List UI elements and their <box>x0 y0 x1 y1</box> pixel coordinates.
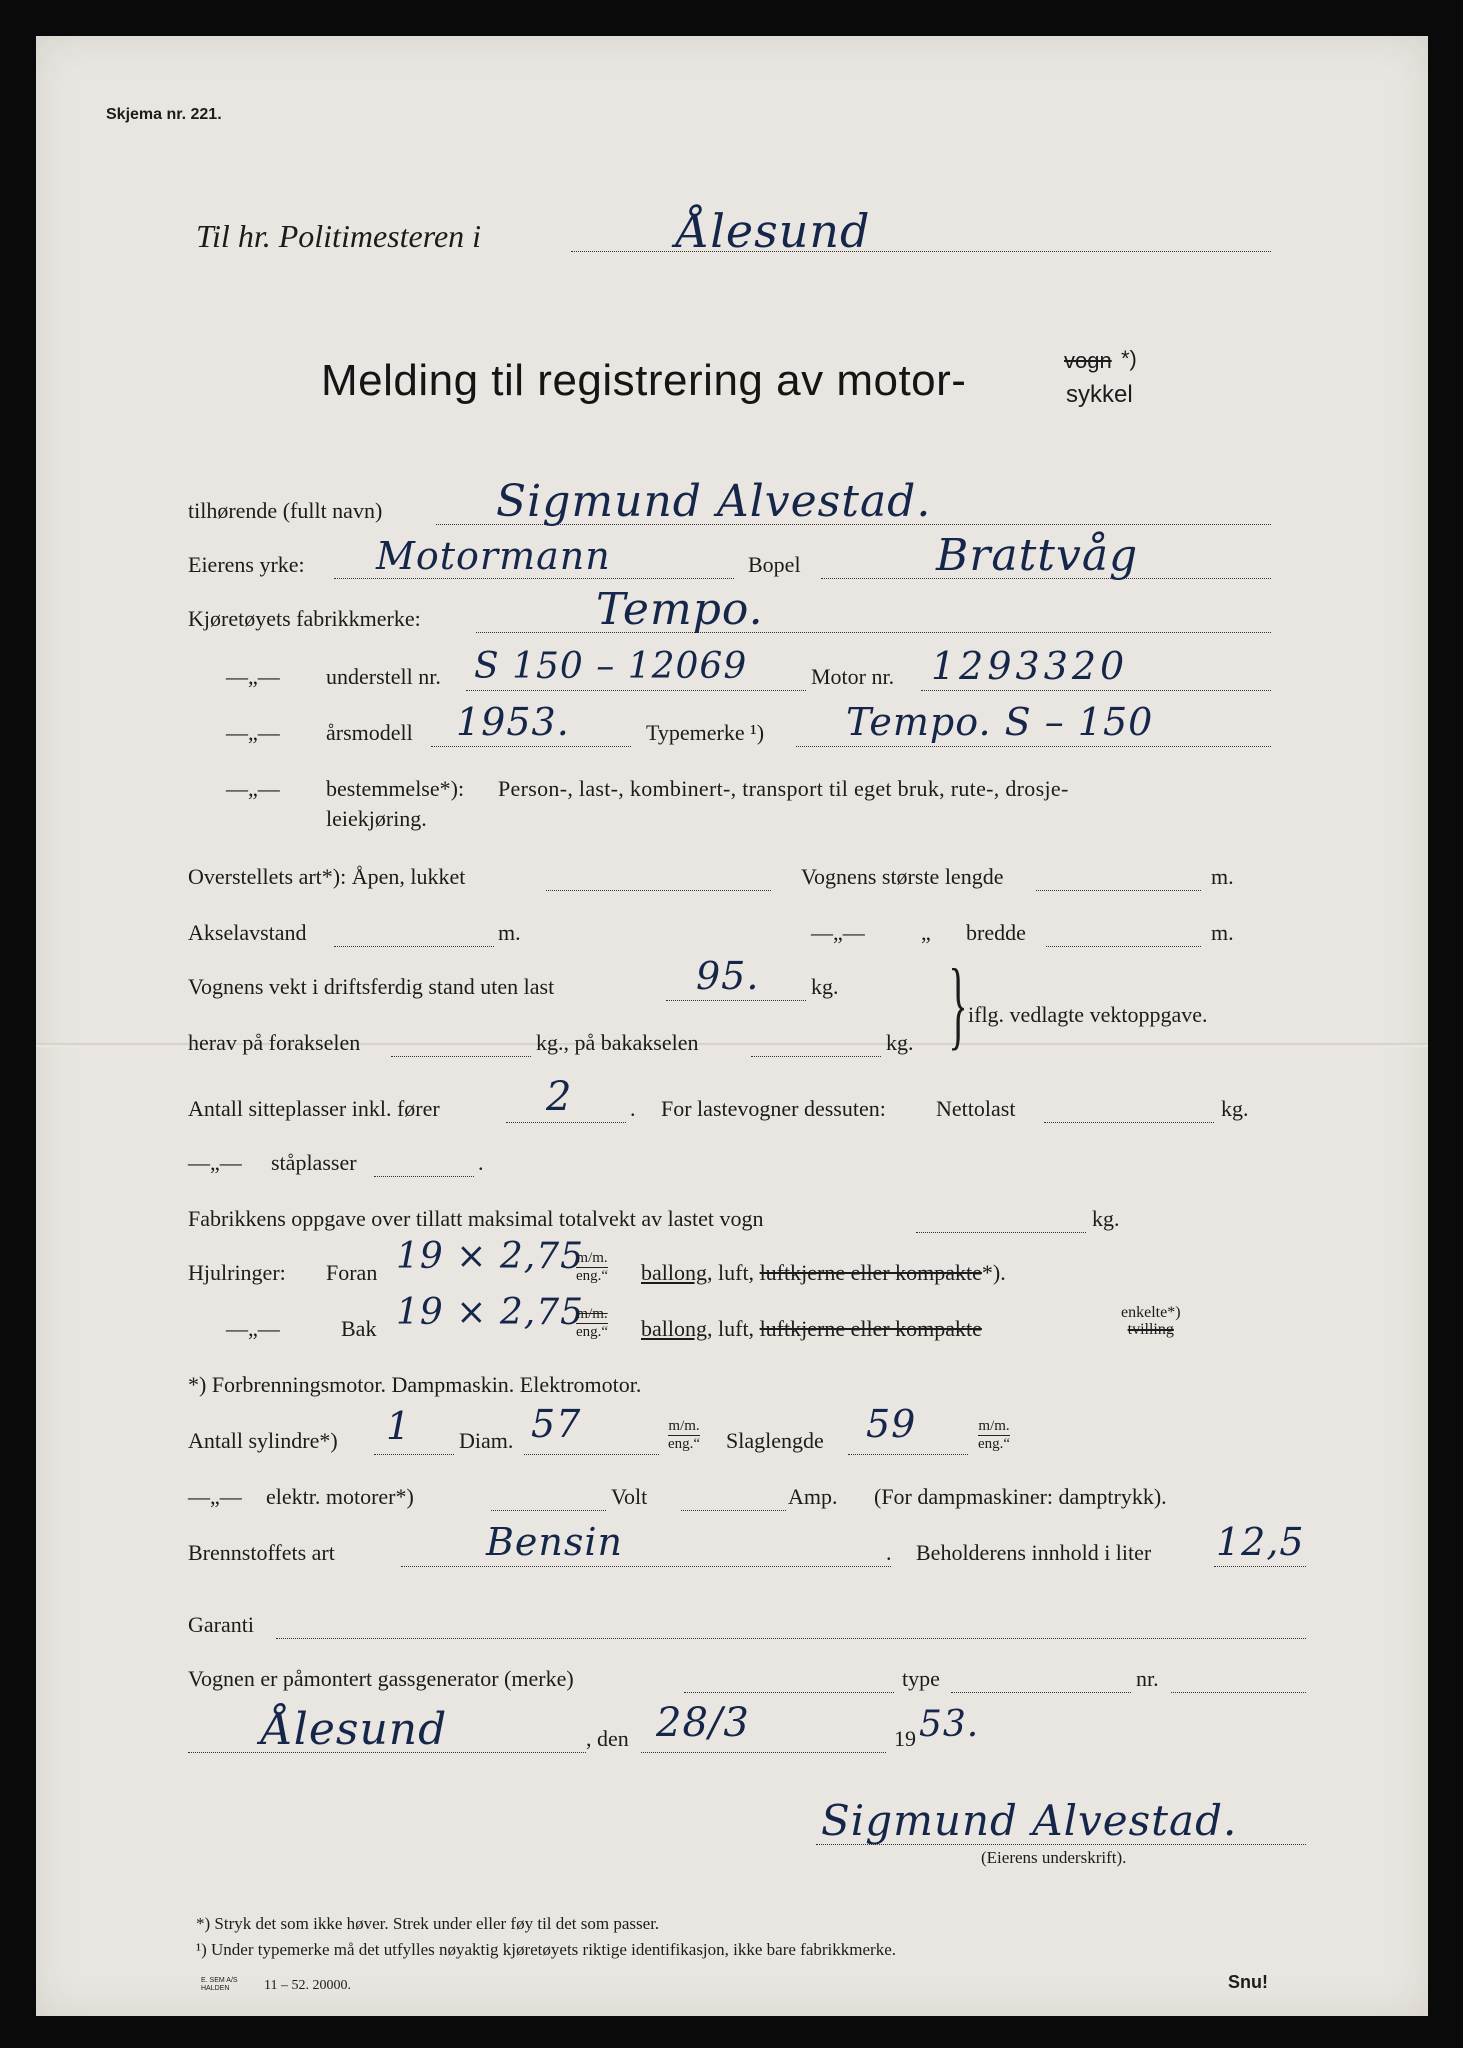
tires-front-types <box>641 1260 1006 1286</box>
stroke-label: Slaglengde <box>726 1428 824 1453</box>
freight-label: For lastevogner dessuten: <box>661 1096 886 1121</box>
occupation-label: Eierens yrke: <box>188 552 305 577</box>
guarantee-line <box>276 1638 1306 1639</box>
seats-line <box>506 1122 626 1123</box>
tank-value: 12,5 <box>1216 1520 1305 1564</box>
tires-rear-unit: m/m. eng.“ <box>576 1306 609 1340</box>
tank-line <box>1214 1566 1306 1567</box>
weight-line <box>666 1000 806 1001</box>
ditto-mark: —„— <box>226 664 280 689</box>
length-label: Vognens største lengde <box>801 864 1004 889</box>
weight-value: 95. <box>696 954 760 998</box>
tires-rear-label: Bak <box>341 1316 377 1341</box>
gas-nr-line <box>1171 1692 1306 1693</box>
fuel-label: Brennstoffets art <box>188 1540 335 1565</box>
date-value: 28/3 <box>656 1700 750 1746</box>
title-option-sykkel: sykkel <box>1066 381 1133 408</box>
recipient-value: Ålesund <box>676 204 871 258</box>
tire-single-twin: enkelte*) tvilling <box>1121 1304 1181 1338</box>
stroke-line <box>848 1454 968 1455</box>
tires-front-label: Foran <box>326 1260 378 1285</box>
purpose-text: Person-, last-, kombinert-, transport til eget bruk, rute-, drosje- <box>498 776 1069 801</box>
body-type-line <box>546 890 771 891</box>
net-load-label: Nettolast <box>936 1096 1016 1121</box>
motor-number-value: 1293320 <box>931 644 1129 688</box>
period: . <box>886 1540 892 1565</box>
motor-number-line <box>921 690 1271 691</box>
net-load-line <box>1044 1122 1214 1123</box>
front-axle-label: herav på forakselen <box>188 1030 361 1055</box>
tire-balloon: ballong <box>641 1316 707 1341</box>
occupation-line <box>334 578 734 579</box>
occupation-value: Motormann <box>376 534 611 578</box>
chassis-label: understell nr. <box>326 664 441 689</box>
owner-value: Sigmund Alvestad. <box>496 476 932 527</box>
weight-unit: kg. <box>811 974 839 999</box>
period: . <box>478 1150 484 1175</box>
residence-label: Bopel <box>748 552 801 577</box>
ditto-mark: —„— <box>811 920 865 945</box>
tire-star: *). <box>981 1260 1006 1285</box>
chassis-value: S 150 – 12069 <box>474 646 748 687</box>
cylinders-line <box>374 1454 454 1455</box>
length-unit: m. <box>1211 864 1234 889</box>
printer-mark: E. SEM A/S HALDEN <box>201 1977 238 1992</box>
standing-line <box>374 1176 474 1177</box>
tank-label: Beholderens innhold i liter <box>916 1540 1152 1565</box>
motor-number-label: Motor nr. <box>811 664 895 689</box>
owner-label: tilhørende (fullt navn) <box>188 498 383 523</box>
guarantee-label: Garanti <box>188 1612 254 1637</box>
ditto-mark: —„— <box>226 720 280 745</box>
footnote-2: ¹) Under typemerke må det utfylles nøyaktig kjøretøyets riktige identifikasjon, ikke bare fabrikkmerke. <box>196 1940 896 1959</box>
owner-signature: Sigmund Alvestad. <box>821 1796 1238 1845</box>
length-line <box>1036 890 1201 891</box>
tire-balloon: ballong <box>641 1260 707 1285</box>
make-label: Kjøretøyets fabrikkmerke: <box>188 606 421 631</box>
ditto-mark: —„— <box>226 1316 280 1341</box>
diameter-label: Diam. <box>459 1428 514 1453</box>
stroke-value: 59 <box>866 1402 917 1446</box>
date-line <box>641 1752 886 1753</box>
tires-rear-types <box>641 1316 982 1342</box>
weight-brace: } <box>948 948 968 1059</box>
type-value: Tempo. S – 150 <box>846 700 1154 744</box>
recipient-label: Til hr. Politimesteren i <box>196 218 482 254</box>
width-line <box>1046 946 1201 947</box>
tire-struck: luftkjerne eller kompakte <box>759 1316 982 1341</box>
purpose-label: bestemmelse*): <box>326 776 465 801</box>
volt-label: Volt <box>611 1484 648 1509</box>
wheelbase-label: Akselavstand <box>188 920 307 945</box>
form-title: Melding til registrering av motor- <box>321 356 967 405</box>
year-value: 53. <box>919 1704 980 1745</box>
ditto-quote: „ <box>921 920 931 945</box>
width-unit: m. <box>1211 920 1234 945</box>
weight-note: iflg. vedlagte vektoppgave. <box>968 1002 1208 1027</box>
date-den-label: , den <box>586 1726 629 1751</box>
model-year-line <box>431 746 631 747</box>
turn-over-note: Snu! <box>1228 1972 1268 1992</box>
ditto-mark: —„— <box>188 1484 242 1509</box>
gas-type-line <box>951 1692 1131 1693</box>
net-load-unit: kg. <box>1221 1096 1249 1121</box>
wheelbase-line <box>334 946 494 947</box>
model-year-label: årsmodell <box>326 720 413 745</box>
residence-value: Brattvåg <box>936 530 1139 581</box>
gas-nr-label: nr. <box>1136 1666 1159 1691</box>
tire-air: , luft, <box>707 1260 755 1285</box>
make-value: Tempo. <box>596 584 764 635</box>
amp-line <box>681 1510 786 1511</box>
rear-axle-unit: kg. <box>886 1030 914 1055</box>
cylinders-label: Antall sylindre*) <box>188 1428 338 1453</box>
electric-label: elektr. motorer*) <box>266 1484 414 1509</box>
fuel-value: Bensin <box>486 1520 624 1564</box>
gas-generator-line <box>684 1692 894 1693</box>
place-value: Ålesund <box>261 1704 448 1755</box>
tire-air: , luft, <box>707 1316 755 1341</box>
gas-generator-label: Vognen er påmontert gassgenerator (merke) <box>188 1666 574 1691</box>
print-code: 11 – 52. 20000. <box>264 1978 351 1993</box>
tires-rear-value: 19 × 2,75 <box>396 1292 585 1333</box>
gas-type-label: type <box>902 1666 940 1691</box>
front-axle-line <box>391 1056 531 1057</box>
rear-axle-line <box>751 1056 881 1057</box>
max-weight-unit: kg. <box>1092 1206 1120 1231</box>
diameter-line <box>524 1454 659 1455</box>
tires-label: Hjulringer: <box>188 1260 286 1285</box>
ditto-mark: —„— <box>188 1150 242 1175</box>
fuel-line <box>401 1566 891 1567</box>
signature-label: (Eierens underskrift). <box>981 1848 1127 1867</box>
tires-front-value: 19 × 2,75 <box>396 1236 585 1277</box>
engine-types: *) Forbrenningsmotor. Dampmaskin. Elektromotor. <box>188 1372 642 1397</box>
model-year-value: 1953. <box>456 700 570 744</box>
weight-label: Vognens vekt i driftsferdig stand uten last <box>188 974 555 999</box>
wheelbase-unit: m. <box>498 920 521 945</box>
amp-label: Amp. <box>788 1484 838 1509</box>
seats-value: 2 <box>546 1074 573 1120</box>
cylinders-value: 1 <box>386 1404 412 1448</box>
chassis-line <box>466 690 806 691</box>
form-sheet <box>36 36 1428 2016</box>
tire-struck: luftkjerne eller kompakte <box>759 1260 982 1285</box>
standing-label: ståplasser <box>271 1150 357 1175</box>
purpose-text-2: leiekjøring. <box>326 806 427 831</box>
title-option-star: *) <box>1121 346 1137 371</box>
type-label: Typemerke ¹) <box>646 720 765 745</box>
seats-label: Antall sitteplasser inkl. fører <box>188 1096 440 1121</box>
period: . <box>630 1096 636 1121</box>
stroke-unit: m/m. eng.“ <box>978 1418 1011 1452</box>
rear-axle-label: kg., på bakakselen <box>536 1030 699 1055</box>
tires-front-unit: m/m. eng.“ <box>576 1250 609 1284</box>
ditto-mark: —„— <box>226 776 280 801</box>
max-weight-label: Fabrikkens oppgave over tillatt maksimal totalvekt av lastet vogn <box>188 1206 764 1231</box>
volt-line <box>491 1510 606 1511</box>
form-number: Skjema nr. 221. <box>106 106 222 123</box>
title-option-vogn: vogn <box>1064 348 1112 373</box>
type-line <box>796 746 1271 747</box>
footnote-1: *) Stryk det som ikke høver. Strek under eller føy til det som passer. <box>196 1914 660 1933</box>
year-prefix: 19 <box>894 1726 916 1751</box>
diameter-unit: m/m. eng.“ <box>668 1418 701 1452</box>
max-weight-line <box>916 1232 1086 1233</box>
width-label: bredde <box>966 920 1026 945</box>
body-type-label: Overstellets art*): Åpen, lukket <box>188 864 466 889</box>
steam-note: (For dampmaskiner: damptrykk). <box>874 1484 1167 1509</box>
diameter-value: 57 <box>531 1402 582 1446</box>
